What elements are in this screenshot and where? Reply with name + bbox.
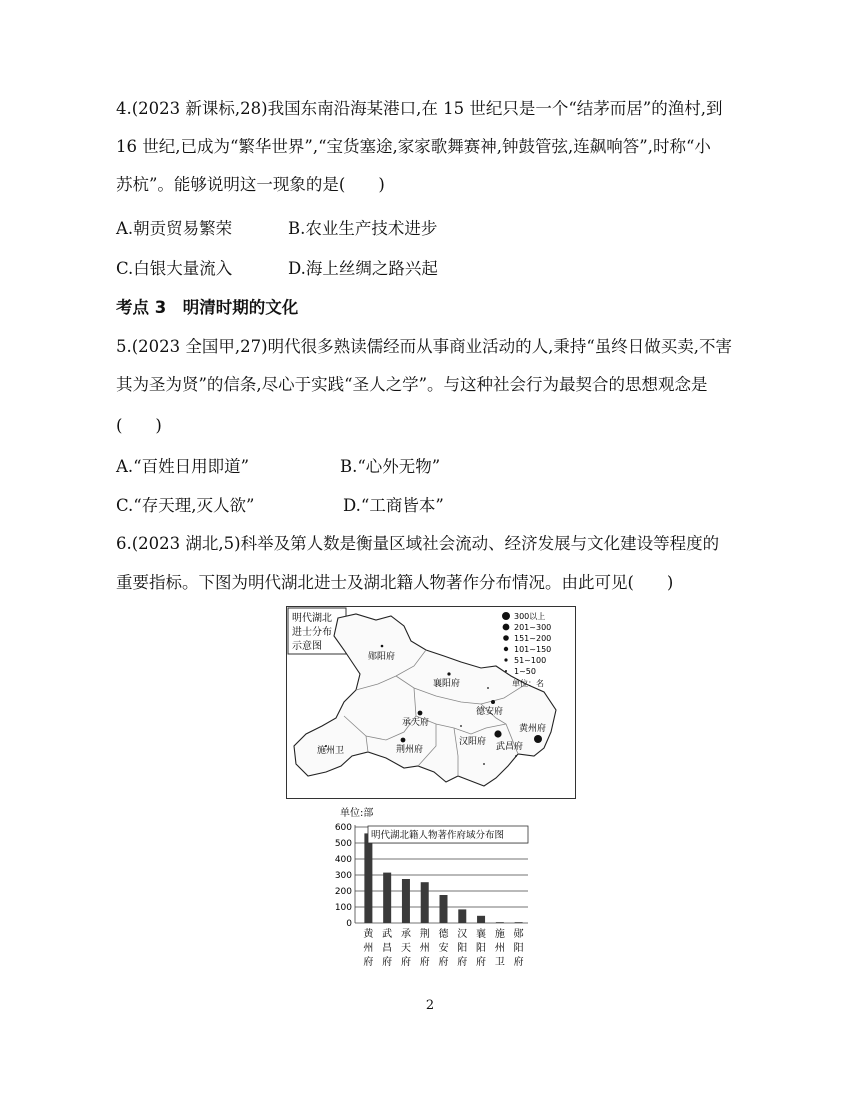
q4-option-d: D.海上丝绸之路兴起 [288, 259, 438, 278]
chart-category-label: 德安府 [438, 929, 449, 968]
chart-category-label: 汉阳府 [457, 929, 468, 968]
q4-option-c: C.白银大量流入 [116, 259, 233, 278]
q5-option-a: A.“百姓日用即道” [116, 457, 250, 476]
map-title-line-3: 示意图 [292, 641, 322, 652]
dot-small-3 [483, 763, 485, 765]
map-title-line-1: 明代湖北 [292, 613, 332, 624]
q4-stem-line-1: 4.(2023 新课标,28)我国东南沿海某港口,在 15 世纪只是一个“结茅而居”的渔村,到 [116, 99, 723, 118]
svg-text:单位：名: 单位：名 [512, 679, 544, 688]
q6-stem-line-1: 6.(2023 湖北,5)科举及第人数是衡量区域社会流动、经济发展与文化建设等程度的 [116, 534, 720, 553]
svg-text:1~50: 1~50 [514, 667, 536, 676]
dot-small-1 [487, 687, 489, 689]
label-chengtian: 承天府 [402, 718, 430, 728]
label-jingzhou: 荆州府 [396, 745, 424, 755]
chart-bar-7 [477, 916, 485, 923]
chart-category-label: 襄阳府 [476, 929, 487, 968]
q6-stem-line-2: 重要指标。下图为明代湖北进士及湖北籍人物著作分布情况。由此可见( ) [116, 573, 674, 592]
q4-option-a: A.朝贡贸易繁荣 [116, 219, 233, 238]
svg-text:151~200: 151~200 [514, 634, 552, 643]
chart-title: 明代湖北籍人物著作府域分布图 [371, 830, 505, 841]
chart-ytick-label: 200 [334, 887, 352, 897]
q4-stem-line-3: 苏杭”。能够说明这一现象的是( ) [116, 175, 385, 194]
svg-text:51~100: 51~100 [514, 656, 547, 665]
dot-wuchang [494, 730, 501, 737]
chart-bar-1 [364, 833, 372, 923]
chart-ytick-label: 500 [334, 839, 352, 849]
works-distribution-bar-chart [330, 804, 540, 974]
svg-text:300以上: 300以上 [514, 612, 546, 621]
chart-ytick-label: 0 [346, 919, 352, 929]
q5-stem-line-3: ( ) [116, 416, 162, 435]
dot-chengtian [418, 711, 423, 716]
q5-option-b: B.“心外无物” [340, 457, 441, 476]
chart-ytick-label: 600 [334, 823, 352, 833]
label-hanyang: 汉阳府 [459, 737, 487, 747]
chart-category-label: 武昌府 [382, 929, 393, 968]
label-xiangyang: 襄阳府 [433, 679, 461, 689]
chart-category-label: 黄州府 [363, 929, 374, 968]
chart-category-label: 郧阳府 [513, 929, 524, 968]
q5-stem-line-1: 5.(2023 全国甲,27)明代很多熟读儒经而从事商业活动的人,秉持“虽终日做买卖,不害 [116, 337, 733, 356]
chart-bar-6 [458, 909, 466, 923]
label-yunyang: 郧阳府 [368, 652, 396, 662]
chart-bar-5 [440, 895, 448, 923]
chart-bar-8 [496, 922, 504, 923]
hubei-jinshi-map [286, 606, 576, 799]
q5-stem-line-2: 其为圣为贤”的信条,尽心于实践“圣人之学”。与这种社会行为最契合的思想观念是 [116, 375, 708, 394]
q5-option-d: D.“工商皆本” [343, 496, 444, 515]
dot-yunyang [381, 645, 384, 648]
chart-ytick-label: 400 [334, 855, 352, 865]
label-dean: 德安府 [476, 707, 504, 717]
dot-dean [491, 700, 495, 704]
chart-bar-2 [383, 873, 391, 923]
chart-category-label: 施州卫 [494, 929, 505, 968]
page-number: 2 [425, 998, 435, 1013]
chart-bar-9 [515, 922, 523, 923]
label-shizhou: 施州卫 [317, 746, 345, 756]
q5-option-c: C.“存天理,灭人欲” [116, 496, 255, 515]
map-title-line-2: 进士分布 [292, 627, 332, 638]
dot-huangzhou [534, 735, 542, 743]
chart-category-label: 承天府 [400, 929, 411, 968]
chart-ytick-label: 300 [334, 871, 352, 881]
svg-text:101~150: 101~150 [514, 645, 552, 654]
section-heading: 考点 3 明清时期的文化 [116, 298, 299, 317]
chart-unit-label: 单位:部 [340, 808, 374, 819]
chart-ytick-label: 100 [334, 903, 352, 913]
dot-small-2 [460, 725, 462, 727]
dot-xiangyang [447, 672, 450, 675]
svg-text:201~300: 201~300 [514, 623, 552, 632]
chart-bar-3 [402, 879, 410, 923]
label-huangzhou: 黄州府 [519, 724, 547, 734]
dot-jingzhou [401, 738, 406, 743]
chart-bar-4 [421, 882, 429, 923]
chart-category-label: 荆州府 [419, 929, 430, 968]
q4-stem-line-2: 16 世纪,已成为“繁华世界”,“宝货塞途,家家歌舞赛神,钟鼓管弦,连飙响答”,时称“小 [116, 137, 711, 156]
q4-option-b: B.农业生产技术进步 [288, 219, 438, 238]
dot-small-4 [515, 755, 517, 757]
label-wuchang: 武昌府 [496, 742, 524, 752]
